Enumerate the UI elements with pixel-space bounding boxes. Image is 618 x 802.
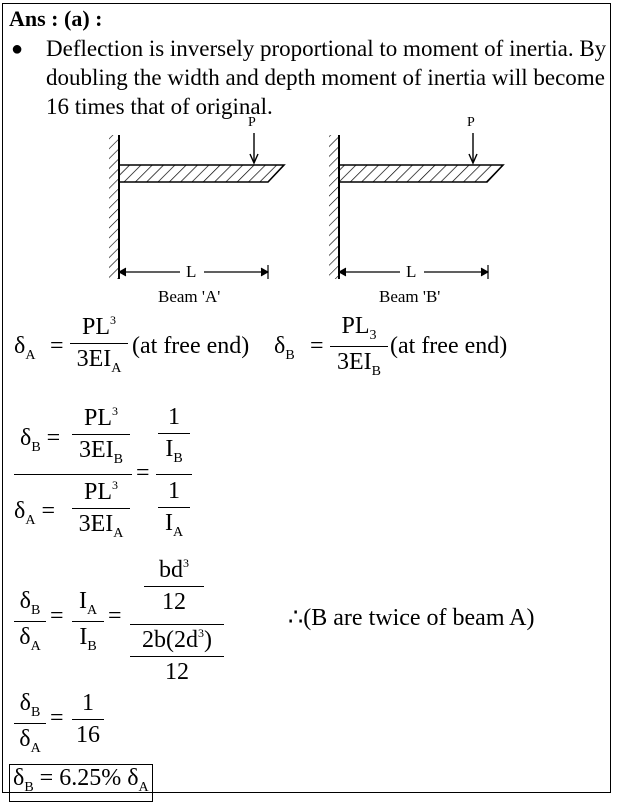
beam-b [329,133,503,279]
eq3-inner-top: $bd^3$ 12 [144,556,204,616]
eq2-equals: = [136,460,150,486]
beam-a-caption: Beam 'A' [158,287,221,306]
eq2-bot-frac: $PL^3$ $3EI_A$ [72,478,130,542]
eq3-note: ∴(B are twice of beam A) [288,605,535,631]
beam-b-caption: Beam 'B' [379,287,441,306]
eq1-frac-a: $PL^3$ $3EI_A$ [70,313,128,377]
beam-b-length-label: L [406,262,417,281]
bullet-marker: ● [11,38,24,60]
eq4-eq: = [50,705,64,731]
eq4-delta-ratio: $\delta_B$ $\delta_A$ [14,690,46,757]
eq2-bot-lhs: $\delta_A$ = [14,498,55,528]
eq2-right-bot: 1 $I_A$ [158,478,190,541]
eq3-i-ratio: $I_A$ $I_B$ [72,588,104,655]
eq4-frac: 1 16 [72,690,104,749]
eq1-eq-a: = [50,333,64,359]
eq3-main-bar [130,624,224,625]
eq2-right-top: 1 $I_B$ [158,404,190,467]
final-result-box: $\delta_B = 6.25\%$ $\delta_A$ [9,764,153,802]
beam-a-length-label: L [186,262,197,281]
eq1-lhs-b: $\delta_B$ [274,333,295,363]
cantilever-figure [0,0,618,320]
eq3-eq1: = [50,603,64,629]
beam-a [109,133,284,279]
eq1-frac-b: $PL_3$ $3EI_B$ [330,313,388,380]
eq2-right-bar [156,474,192,475]
answer-paragraph: Deflection is inversely proportional to moment of inertia. By doubling the width and depth moment of inertia will become 16 times that of original. [46,36,607,119]
answer-heading: Ans : (a) : [9,6,103,31]
eq3-delta-ratio: $\delta_B$ $\delta_A$ [14,588,46,655]
eq1-eq-b: = [310,333,324,359]
eq1-lhs-a: $\delta_A$ [14,333,36,363]
eq1-note-a: (at free end) [132,333,250,359]
eq3-eq2: = [108,603,122,629]
eq3-inner-bot: $2b(2d^3)$ 12 [130,626,224,686]
beam-b-load-label: P [467,115,475,130]
eq2-top-lhs: $\delta_B$ = [20,425,61,455]
eq2-top-frac: $PL^3$ $3EI_B$ [72,404,130,468]
eq1-note-b: (at free end) [390,333,508,359]
beam-a-load-label: P [248,115,256,130]
eq2-main-bar [14,474,132,475]
